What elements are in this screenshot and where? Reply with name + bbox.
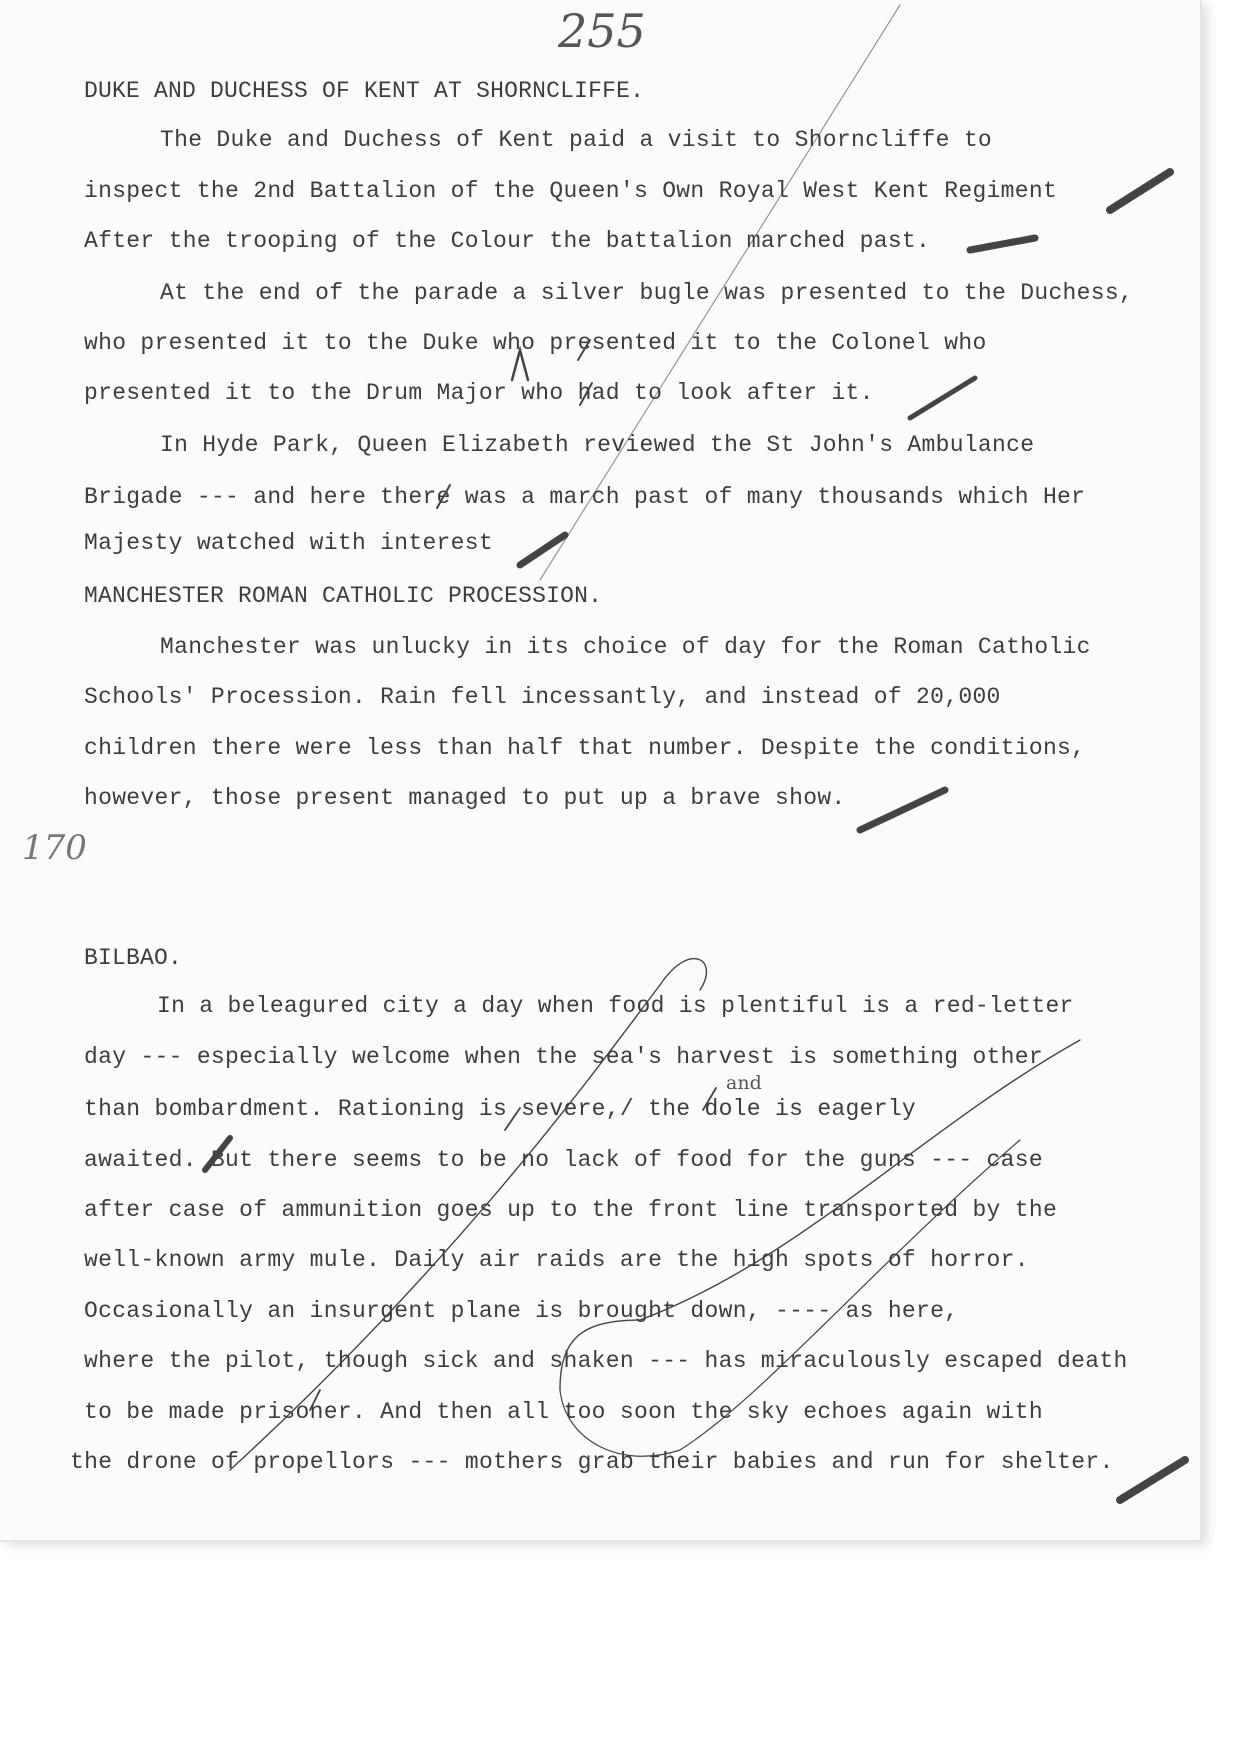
text-line: After the trooping of the Colour the battalion marched past. bbox=[84, 228, 931, 254]
text-line: In Hyde Park, Queen Elizabeth reviewed the St John's Ambulance bbox=[160, 432, 1035, 458]
text-line: to be made prisoner. And then all too soon the sky echoes again with bbox=[84, 1399, 1043, 1425]
inserted-word: and bbox=[726, 1072, 762, 1094]
margin-note: 170 bbox=[22, 828, 87, 868]
text-line: Schools' Procession. Rain fell incessantly, and instead of 20,000 bbox=[84, 684, 1001, 710]
text-line: after case of ammunition goes up to the front line transported by the bbox=[84, 1197, 1058, 1223]
text-line: well-known army mule. Daily air raids are the high spots of horror. bbox=[84, 1247, 1029, 1273]
text-line: where the pilot, though sick and shaken --- has miraculously escaped death bbox=[84, 1348, 1128, 1374]
text-line: In a beleagured city a day when food is plentiful is a red-letter bbox=[157, 993, 1074, 1019]
section-heading: DUKE AND DUCHESS OF KENT AT SHORNCLIFFE. bbox=[84, 78, 645, 104]
text-line: who presented it to the Duke who presented it to the Colonel who bbox=[84, 330, 987, 356]
text-line: Brigade --- and here there was a march past of many thousands which Her bbox=[84, 484, 1086, 510]
text-line: inspect the 2nd Battalion of the Queen's Own Royal West Kent Regiment bbox=[84, 178, 1058, 204]
text-line: children there were less than half that number. Despite the conditions, bbox=[84, 735, 1086, 761]
section-heading: MANCHESTER ROMAN CATHOLIC PROCESSION. bbox=[84, 583, 603, 609]
text-line: than bombardment. Rationing is severe,/ the dole is eagerly bbox=[84, 1096, 917, 1122]
text-line: awaited. But there seems to be no lack of food for the guns --- case bbox=[84, 1147, 1043, 1173]
text-line: The Duke and Duchess of Kent paid a visit to Shorncliffe to bbox=[160, 127, 993, 153]
text-line: however, those present managed to put up a brave show. bbox=[84, 785, 846, 811]
text-line: Occasionally an insurgent plane is brought down, ---- as here, bbox=[84, 1298, 959, 1324]
text-line: At the end of the parade a silver bugle was presented to the Duchess, bbox=[160, 280, 1134, 306]
page-number: 255 bbox=[558, 4, 646, 58]
text-line: day --- especially welcome when the sea's harvest is something other bbox=[84, 1044, 1043, 1070]
text-line: the drone of propellors --- mothers grab their babies and run for shelter. bbox=[70, 1449, 1114, 1475]
section-heading: BILBAO. bbox=[84, 945, 183, 971]
text-line: Manchester was unlucky in its choice of day for the Roman Catholic bbox=[160, 634, 1091, 660]
text-line: presented it to the Drum Major who had to look after it. bbox=[84, 380, 874, 406]
text-line: Majesty watched with interest bbox=[84, 530, 493, 556]
